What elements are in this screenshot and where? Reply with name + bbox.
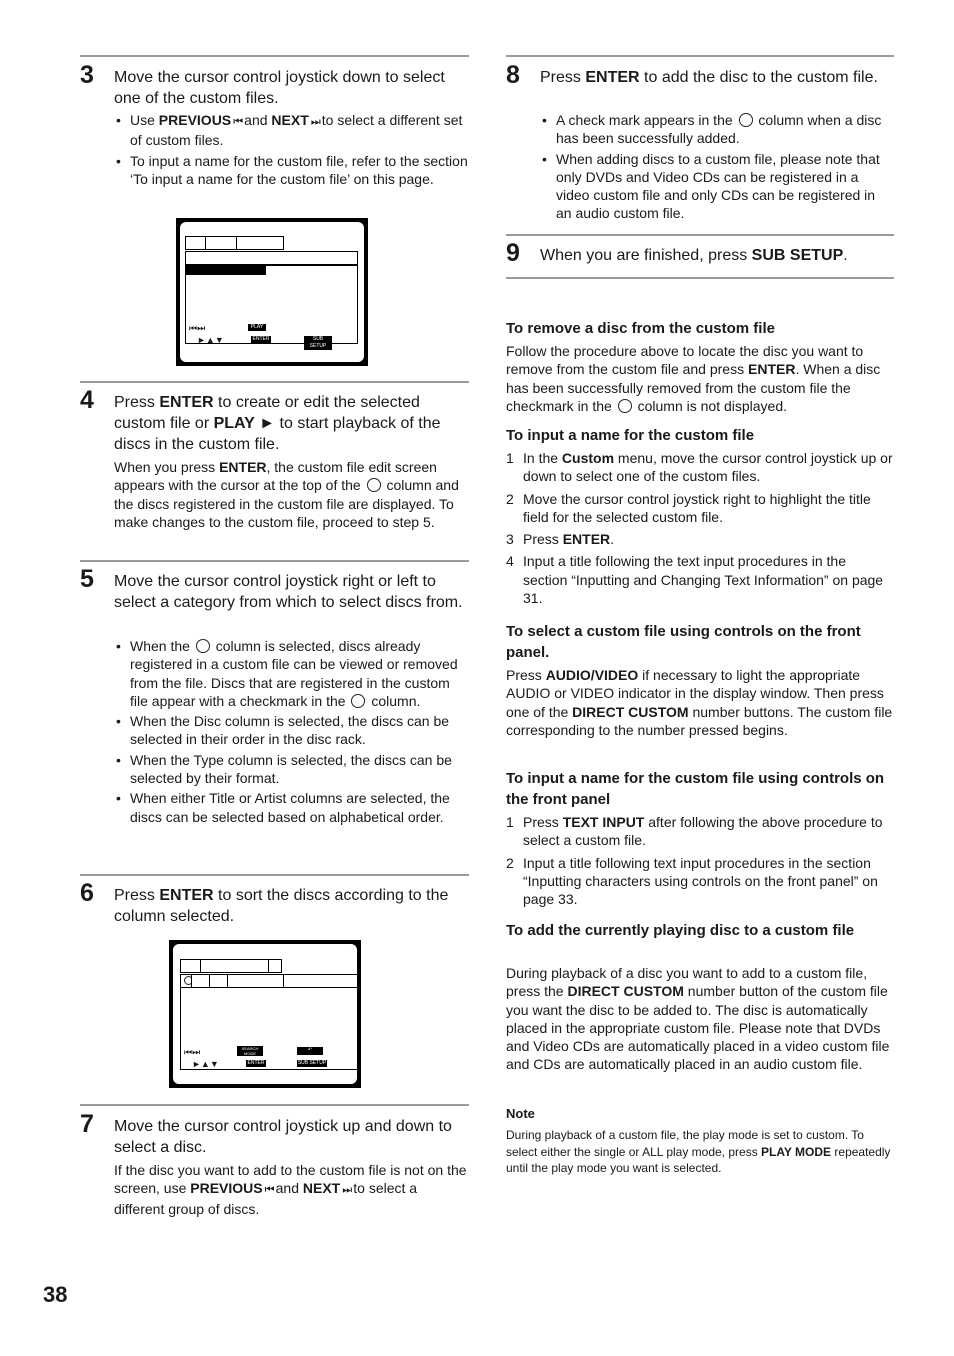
- step-number: 9: [506, 239, 520, 267]
- bullet: • When the Type column is selected, the discs can be selected by their format.: [114, 751, 469, 788]
- note-body: During playback of a custom file, the play mode is set to custom. To select either the single or ALL play mode, press PLAY MODE repeatedly until the play mode you want is selected.: [506, 1128, 891, 1175]
- list-item: 1 In the Custom menu, move the cursor control joystick up or down to select one of the custom files.: [506, 450, 893, 485]
- step-heading: Press ENTER to sort the discs according to the column selected.: [114, 887, 449, 925]
- section-body-select-front: Press AUDIO/VIDEO if necessary to light the appropriate AUDIO or VIDEO indicator in the display window. Then press one of the DIRECT CUSTOM number buttons. The custom file corresponding to the number pressed begins.: [506, 667, 893, 738]
- circle-icon: [367, 478, 381, 492]
- page-number: 38: [43, 1282, 68, 1307]
- enter-tag: ENTER: [252, 336, 270, 342]
- list-item: 1 Press TEXT INPUT after following the above procedure to select a custom file.: [506, 814, 883, 849]
- bullet: • To input a name for the custom file, refer to the section ‘To input a name for the custom file’ on this page.: [114, 152, 469, 189]
- divider: [80, 55, 469, 57]
- section-title-remove: To remove a disc from the custom file: [506, 320, 775, 337]
- bullet: • When the Disc column is selected, the discs can be selected in their order in the disc rack.: [114, 712, 469, 749]
- divider: [80, 560, 469, 562]
- search-mode-tag: SEARCH MODE: [237, 1046, 263, 1056]
- bullet: • When the column is selected, discs already registered in a custom file can be viewed or removed from the file. Discs that are registered in the custom file appear with a checkmark in the column.: [114, 637, 469, 710]
- skip-buttons-icon: ⏮⏭: [189, 323, 206, 333]
- list-item: 2 Input a title following text input procedures in the section “Inputting characters using controls on the front panel” on page 33.: [506, 854, 878, 908]
- sort-screen-illustration: [169, 940, 361, 1088]
- step-number: 3: [80, 61, 94, 89]
- step-heading: Move the cursor control joystick down to select one of the custom files.: [114, 69, 445, 107]
- section-title-input-name: To input a name for the custom file: [506, 427, 755, 444]
- step-heading: Move the cursor control joystick up and down to select a disc.: [114, 1118, 452, 1156]
- circle-icon: [618, 399, 632, 413]
- step-body: When you press ENTER, the custom file edit screen appears with the cursor at the top of the column and the discs registered in the custom file are displayed. To make changes to the custom file, proceed to step 5.: [114, 459, 459, 530]
- section-body-remove: Follow the procedure above to locate the disc you want to remove from the custom file and press ENTER. When a disc has been successfully removed from the custom file the checkmark in the column is not displayed.: [506, 343, 881, 414]
- step-number: 8: [506, 61, 520, 89]
- note-title: Note: [506, 1106, 535, 1121]
- step-body: If the disc you want to add to the custom file is not on the screen, use PREVIOUS ⏮ and NEXT ⏭ to select a different group of discs.: [114, 1162, 467, 1217]
- section-title-add-playing: To add the currently playing disc to a custom file: [506, 922, 855, 939]
- list-item: 4 Input a title following the text input procedures in the section “Inputting and Changing Text Information” on page 31.: [506, 553, 884, 607]
- step-number: 7: [80, 1110, 94, 1138]
- sub-setup-tag: SUB SETUP: [304, 336, 332, 350]
- step-heading: When you are finished, press SUB SETUP.: [540, 247, 848, 264]
- enter-tag: ENTER: [247, 1060, 265, 1066]
- skip-buttons-icon: ⏮⏭: [184, 1047, 201, 1057]
- divider: [80, 1104, 469, 1106]
- circle-icon: [351, 694, 365, 708]
- divider: [80, 381, 469, 383]
- step-heading: Press ENTER to add the disc to the custom file.: [540, 69, 878, 86]
- input-front-list: [506, 813, 894, 912]
- input-name-list: [506, 449, 894, 611]
- step-heading: Press ENTER to create or edit the selected custom file or PLAY ► to start playback of the discs in the custom file.: [114, 394, 441, 453]
- custom-menu-screen-illustration: [176, 218, 368, 366]
- list-item: 3 Press ENTER.: [506, 531, 615, 548]
- bullet: • When adding discs to a custom file, please note that only DVDs and Video CDs can be registered in a video custom file and only CDs can be registered in an audio custom file.: [540, 150, 894, 223]
- step-number: 5: [80, 565, 94, 593]
- previous-icon: ⏮: [231, 116, 245, 128]
- divider: [506, 55, 894, 57]
- section-body-add-playing: During playback of a disc you want to add to a custom file, press the DIRECT CUSTOM number button of the custom file you want the disc to be added to. The disc is automatically placed in the appropriate custom file. Please note that DVDs and Video CDs are automatically placed in a video custom file and CDs are automatically placed in an audio custom file.: [506, 965, 890, 1073]
- list-item: 2 Move the cursor control joystick right to highlight the title field for the selected custom file.: [506, 490, 871, 525]
- step-number: 6: [80, 879, 94, 907]
- joystick-icon: ►▲▼: [197, 335, 224, 345]
- divider: [506, 234, 894, 236]
- sub-setup-tag: SUB SETUP: [297, 1060, 327, 1066]
- bullet: • Use PREVIOUS ⏮ and NEXT ⏭ to select a different set of custom files.: [114, 111, 469, 150]
- next-icon: ⏭: [340, 1184, 354, 1197]
- divider: [80, 874, 469, 876]
- circle-icon: [196, 639, 210, 653]
- return-icon: ↶: [297, 1047, 323, 1055]
- play-icon: ►: [254, 415, 280, 432]
- step-heading: Move the cursor control joystick right or left to select a category from which to select discs from.: [114, 573, 463, 611]
- section-title-select-front: To select a custom file using controls on the front panel.: [506, 623, 861, 661]
- divider: [506, 277, 894, 279]
- next-icon: ⏭: [308, 116, 322, 128]
- section-title-input-front: To input a name for the custom file using controls on the front panel: [506, 770, 885, 808]
- play-tag: PLAY: [248, 324, 266, 331]
- joystick-icon: ►▲▼: [192, 1059, 219, 1069]
- circle-icon: [739, 113, 753, 127]
- step-number: 4: [80, 386, 94, 414]
- previous-icon: ⏮: [262, 1184, 276, 1197]
- bullet: • When either Title or Artist columns are selected, the discs can be selected based on alphabetical order.: [114, 789, 469, 826]
- bullet: • A check mark appears in the column when a disc has been successfully added.: [540, 111, 894, 148]
